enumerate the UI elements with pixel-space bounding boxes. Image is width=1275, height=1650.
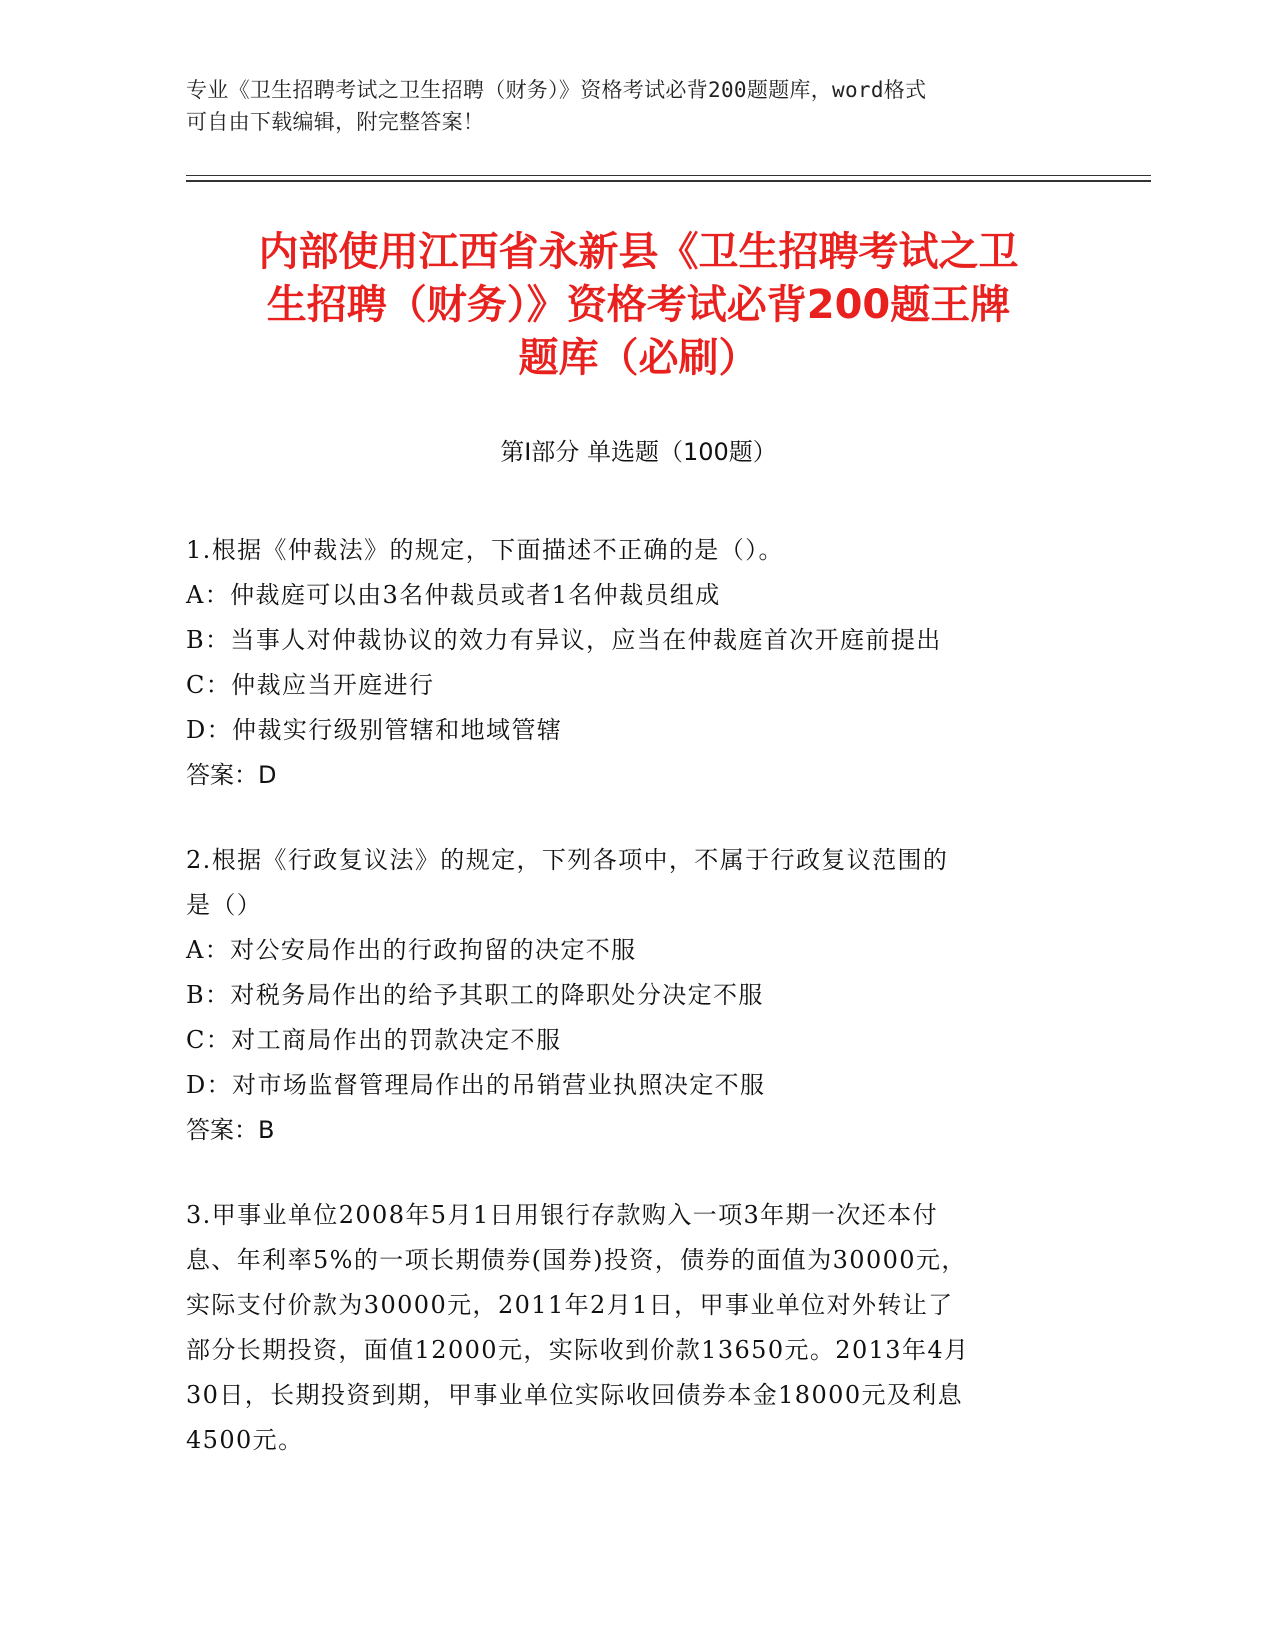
question-option: B：对税务局作出的给予其职工的降职处分决定不服 — [186, 981, 764, 1009]
question-option: D：对市场监督管理局作出的吊销营业执照决定不服 — [186, 1071, 766, 1099]
title-line: 题库（必刷） — [518, 335, 759, 381]
header-divider-thick — [186, 180, 1151, 182]
question-block — [186, 838, 1076, 1153]
question-text: 4500元。 — [186, 1426, 304, 1454]
question-option: C：对工商局作出的罚款决定不服 — [186, 1026, 562, 1054]
header-note — [186, 74, 1066, 138]
question-option: C：仲裁应当开庭进行 — [186, 671, 435, 699]
question-list — [186, 528, 1076, 1503]
question-text: 1.根据《仲裁法》的规定，下面描述不正确的是（）。 — [186, 536, 784, 564]
question-answer: 答案：D — [186, 761, 277, 789]
question-text: 息、年利率5%的一项长期债券(国券)投资，债券的面值为30000元， — [186, 1246, 967, 1274]
question-answer: 答案：B — [186, 1116, 275, 1144]
question-block — [186, 528, 1076, 798]
document-title — [186, 226, 1091, 385]
question-text: 2.根据《行政复议法》的规定，下列各项中，不属于行政复议范围的 — [186, 846, 949, 874]
section-title: 第Ⅰ部分 单选题（100题） — [500, 438, 777, 466]
header-note-line: 专业《卫生招聘考试之卫生招聘（财务）》资格考试必背200题题库，word格式 — [186, 78, 927, 102]
question-text: 是（） — [186, 891, 263, 919]
title-line: 生招聘（财务）》资格考试必背200题王牌 — [266, 282, 1011, 328]
question-option: A：对公安局作出的行政拘留的决定不服 — [186, 936, 637, 964]
header-divider-thin — [186, 175, 1151, 176]
question-option: A：仲裁庭可以由3名仲裁员或者1名仲裁员组成 — [186, 581, 721, 609]
question-text: 30日，长期投资到期，甲事业单位实际收回债券本金18000元及利息 — [186, 1381, 964, 1409]
header-note-line: 可自由下载编辑，附完整答案！ — [186, 110, 485, 134]
question-option: B：当事人对仲裁协议的效力有异议，应当在仲裁庭首次开庭前提出 — [186, 626, 942, 654]
question-option: D：仲裁实行级别管辖和地域管辖 — [186, 716, 563, 744]
title-line: 内部使用江西省永新县《卫生招聘考试之卫 — [258, 229, 1019, 275]
question-text: 部分长期投资，面值12000元，实际收到价款13650元。2013年4月 — [186, 1336, 970, 1364]
question-text: 3.甲事业单位2008年5月1日用银行存款购入一项3年期一次还本付 — [186, 1201, 938, 1229]
question-text: 实际支付价款为30000元，2011年2月1日，甲事业单位对外转让了 — [186, 1291, 954, 1319]
question-block — [186, 1193, 1076, 1463]
